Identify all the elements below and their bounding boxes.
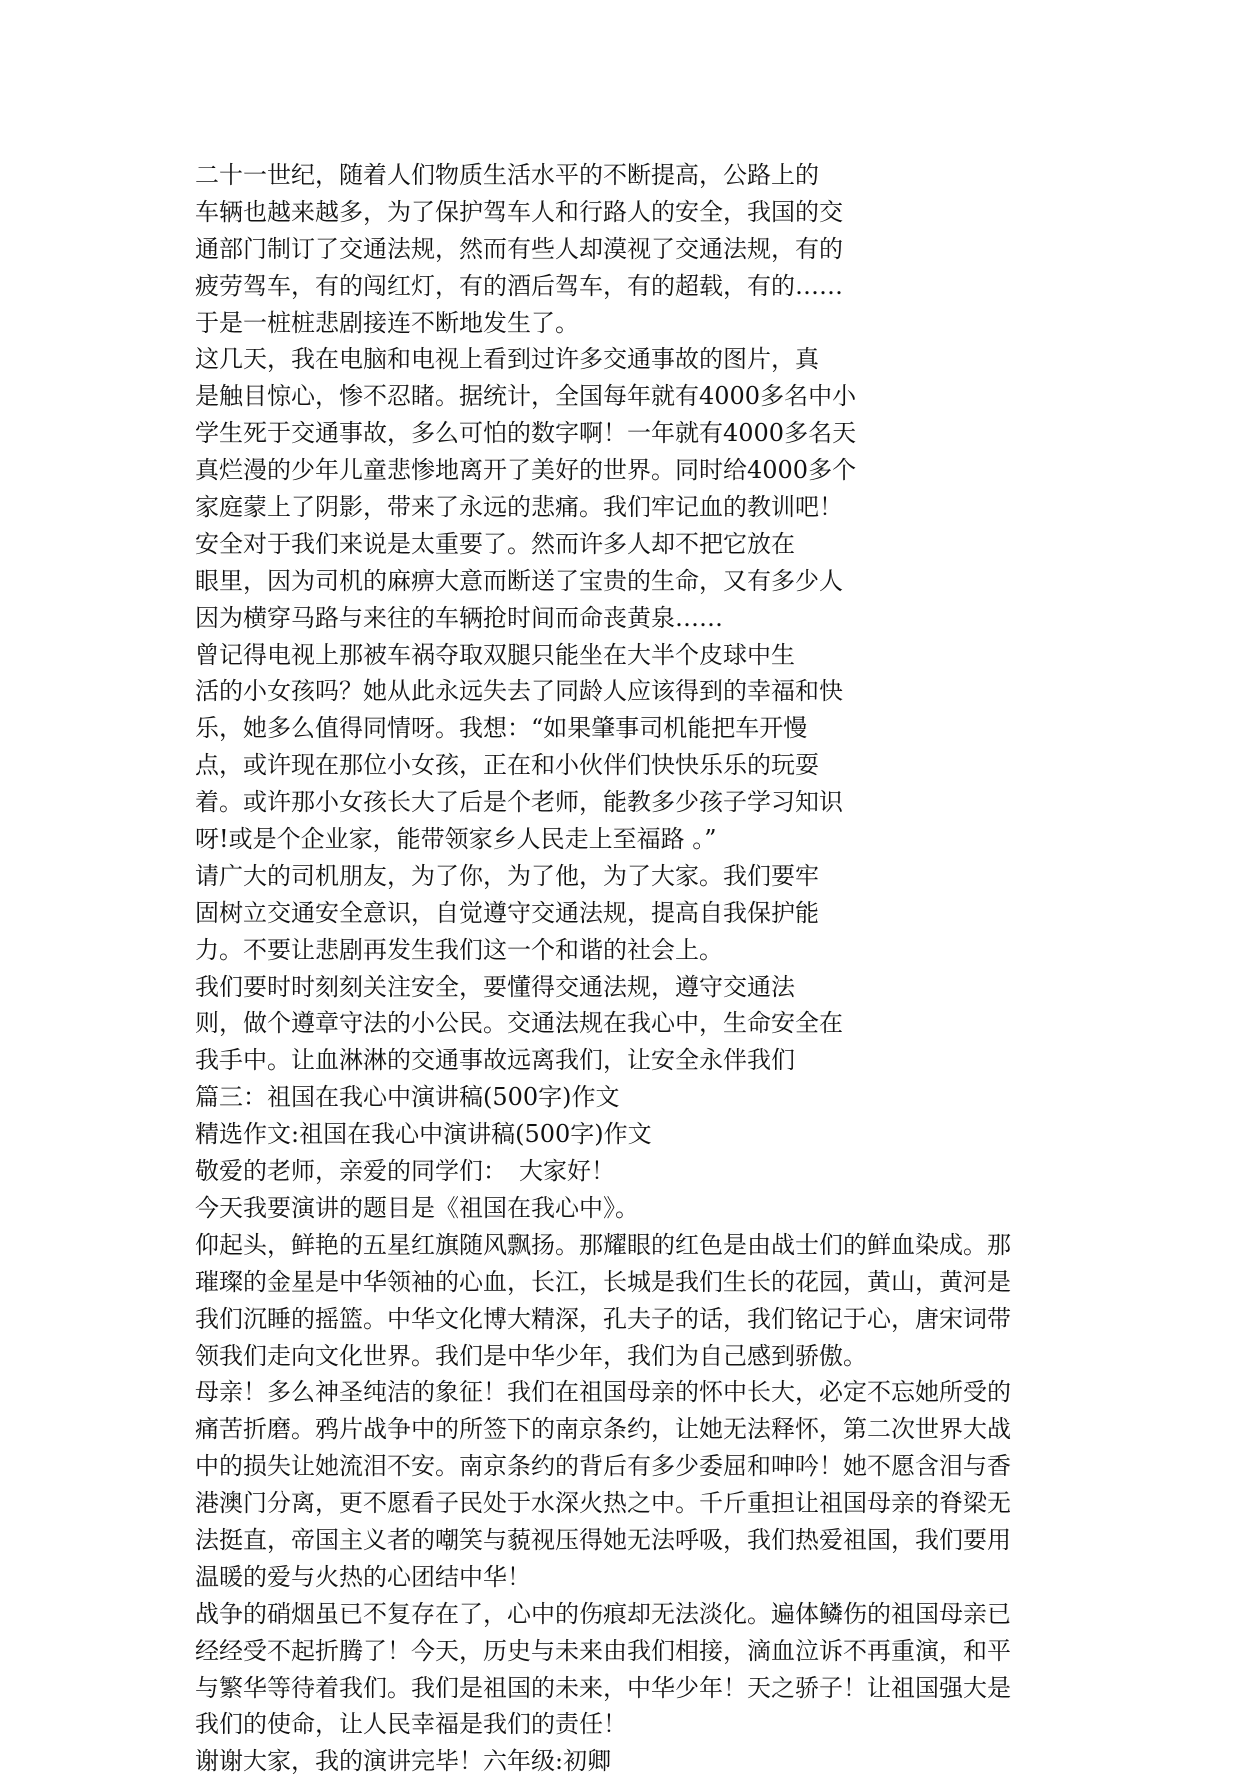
text-line: 精选作文:祖国在我心中演讲稿(500字)作文 — [195, 1120, 652, 1149]
text-line: 呀!或是个企业家，能带领家乡人民走上至福路 。” — [195, 825, 717, 854]
text-line: 这几天，我在电脑和电视上看到过许多交通事故的图片，真 — [195, 345, 819, 374]
text-line: 于是一桩桩悲剧接连不断地发生了。 — [195, 308, 579, 337]
text-line: 中的损失让她流泪不安。南京条约的背后有多少委屈和呻吟！她不愿含泪与香 — [195, 1452, 1011, 1481]
text-line: 港澳门分离，更不愿看子民处于水深火热之中。千斤重担让祖国母亲的脊梁无 — [195, 1489, 1011, 1518]
text-line: 法挺直，帝国主义者的嘲笑与藐视压得她无法呼吸，我们热爱祖国，我们要用 — [195, 1525, 1011, 1554]
text-line: 是触目惊心，惨不忍睹。据统计，全国每年就有4000多名中小 — [195, 382, 857, 411]
text-line: 我们沉睡的摇篮。中华文化博大精深，孔夫子的话，我们铭记于心，唐宋词带 — [195, 1304, 1011, 1333]
text-line: 二十一世纪，随着人们物质生活水平的不断提高，公路上的 — [195, 161, 819, 189]
text-line: 固树立交通安全意识，自觉遵守交通法规，提高自我保护能 — [195, 898, 819, 927]
text-line: 请广大的司机朋友，为了你，为了他，为了大家。我们要牢 — [195, 861, 819, 890]
text-line: 痛苦折磨。鸦片战争中的所签下的南京条约，让她无法释怀，第二次世界大战 — [195, 1415, 1011, 1444]
text-line: 仰起头，鲜艳的五星红旗随风飘扬。那耀眼的红色是由战士们的鲜血染成。那 — [195, 1230, 1011, 1259]
text-line: 我们的使命，让人民幸福是我们的责任！ — [195, 1710, 627, 1739]
text-line: 与繁华等待着我们。我们是祖国的未来，中华少年！天之骄子！让祖国强大是 — [195, 1673, 1011, 1702]
text-line: 车辆也越来越多，为了保护驾车人和行路人的安全，我国的交 — [195, 197, 843, 226]
text-line: 因为横穿马路与来往的车辆抢时间而命丧黄泉…… — [195, 603, 723, 632]
text-line: 母亲！多么神圣纯洁的象征！我们在祖国母亲的怀中长大，必定不忘她所受的 — [195, 1378, 1011, 1407]
text-line: 活的小女孩吗？她从此永远失去了同龄人应该得到的幸福和快 — [195, 677, 843, 706]
text-line: 曾记得电视上那被车祸夺取双腿只能坐在大半个皮球中生 — [195, 640, 795, 669]
text-line: 温暖的爱与火热的心团结中华！ — [195, 1562, 531, 1591]
text-line: 安全对于我们来说是太重要了。然而许多人却不把它放在 — [195, 529, 795, 558]
text-line: 学生死于交通事故，多么可怕的数字啊！一年就有4000多名天 — [195, 419, 857, 448]
text-line: 领我们走向文化世界。我们是中华少年，我们为自己感到骄傲。 — [195, 1341, 867, 1370]
text-line: 我手中。让血淋淋的交通事故远离我们，让安全永伴我们 — [195, 1046, 795, 1075]
text-line: 家庭蒙上了阴影，带来了永远的悲痛。我们牢记血的教训吧！ — [195, 493, 843, 522]
text-line: 则，做个遵章守法的小公民。交通法规在我心中，生命安全在 — [195, 1009, 843, 1038]
text-line: 疲劳驾车，有的闯红灯，有的酒后驾车，有的超载，有的…… — [195, 271, 843, 300]
text-line: 眼里，因为司机的麻痹大意而断送了宝贵的生命，又有多少人 — [195, 566, 843, 595]
text-line: 力。不要让悲剧再发生我们这一个和谐的社会上。 — [195, 935, 723, 964]
text-line: 篇三：祖国在我心中演讲稿(500字)作文 — [195, 1083, 620, 1112]
text-line: 璀璨的金星是中华领袖的心血，长江，长城是我们生长的花园，黄山，黄河是 — [195, 1267, 1011, 1296]
text-line: 我们要时时刻刻关注安全，要懂得交通法规，遵守交通法 — [195, 972, 795, 1001]
text-line: 战争的硝烟虽已不复存在了，心中的伤痕却无法淡化。遍体鳞伤的祖国母亲已 — [195, 1599, 1011, 1628]
text-line: 乐，她多么值得同情呀。我想：“如果肇事司机能把车开慢 — [195, 714, 808, 743]
text-line: 今天我要演讲的题目是《祖国在我心中》。 — [195, 1193, 639, 1222]
text-line: 通部门制订了交通法规，然而有些人却漠视了交通法规，有的 — [195, 234, 843, 263]
text-line: 着。或许那小女孩长大了后是个老师，能教多少孩子学习知识 — [195, 788, 843, 817]
text-line: 谢谢大家，我的演讲完毕！六年级:初卿 — [195, 1747, 612, 1776]
text-line: 经经受不起折腾了！今天，历史与未来由我们相接，滴血泣诉不再重演，和平 — [195, 1636, 1011, 1665]
text-line: 真烂漫的少年儿童悲惨地离开了美好的世界。同时给4000多个 — [195, 456, 857, 485]
text-line: 点，或许现在那位小女孩，正在和小伙伴们快快乐乐的玩耍 — [195, 751, 819, 780]
text-line: 敬爱的老师，亲爱的同学们： 大家好！ — [195, 1157, 615, 1186]
document-body — [195, 157, 1055, 1780]
